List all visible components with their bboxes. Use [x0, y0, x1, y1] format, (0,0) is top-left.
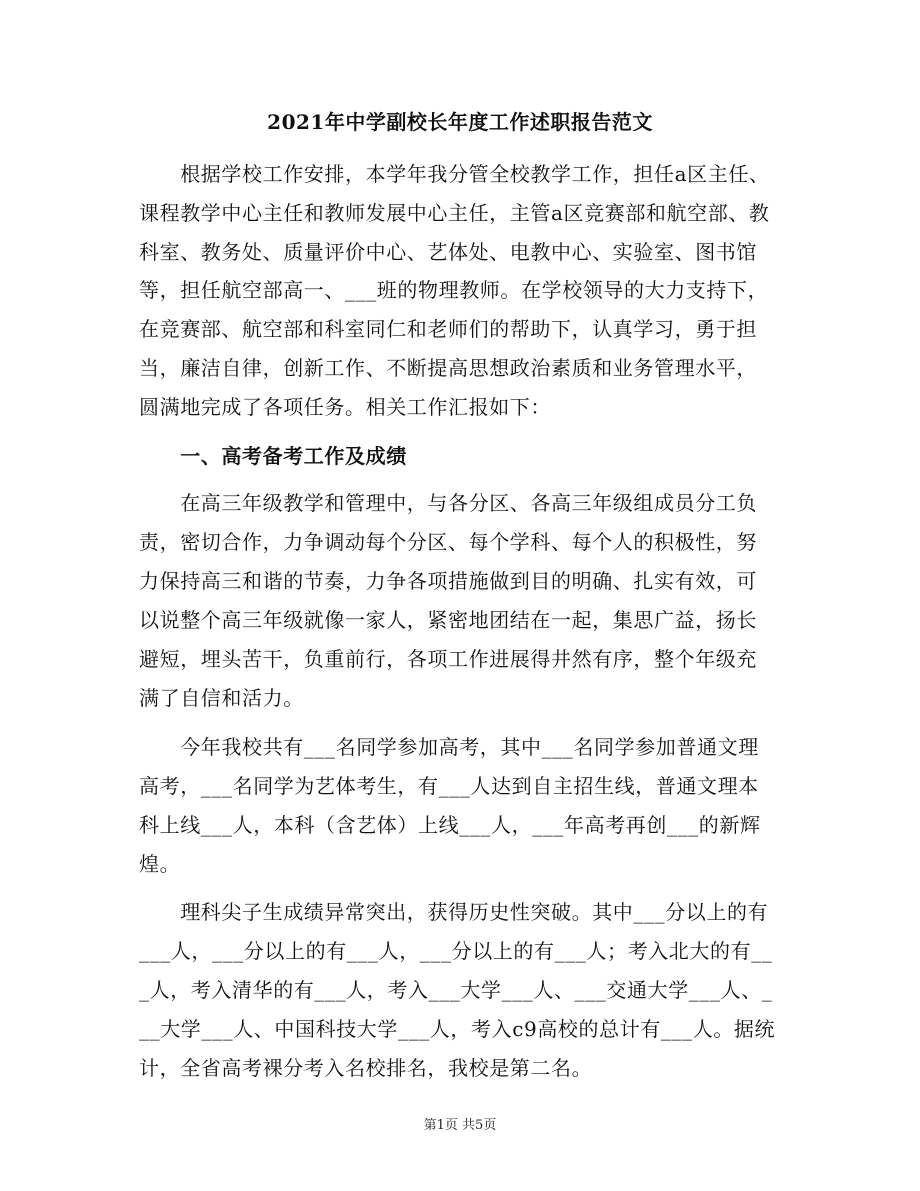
paragraph-line: 课程教学中心主任和教师发展中心主任，主管a区竞赛部和航空部、教 — [139, 201, 770, 225]
paragraph-line: 今年我校共有___名同学参加高考，其中___名同学参加普通文理 — [139, 735, 759, 759]
paragraph-line: 责，密切合作，力争调动每个分区、每个学科、每个人的积极性，努 — [139, 530, 757, 554]
paragraph-line: ___人，___分以上的有___人，___分以上的有___人；考入北大的有__ — [139, 939, 773, 963]
paragraph-line: __大学___人、中国科技大学___人，考入c9高校的总计有___人。据统 — [139, 1017, 776, 1041]
paragraph-line: 理科尖子生成绩异常突出，获得历史性突破。其中___分以上的有 — [139, 900, 769, 924]
page-number: 第1页 共5页 — [423, 1118, 497, 1133]
section-heading: 一、高考备考工作及成绩 — [139, 444, 407, 468]
paragraph-line: 力保持高三和谐的节奏，力争各项措施做到目的明确、扎实有效，可 — [139, 569, 757, 593]
paragraph-line: 科室、教务处、质量评价中心、艺体处、电教中心、实验室、图书馆 — [139, 240, 757, 264]
paragraph-line: 高考，___名同学为艺体考生，有___人达到自主招生线，普通文理本 — [139, 774, 759, 798]
paragraph-line: 圆满地完成了各项任务。相关工作汇报如下： — [139, 395, 551, 419]
paragraph-line: 以说整个高三年级就像一家人，紧密地团结在一起，集思广益，扬长 — [139, 608, 757, 632]
paragraph-line: 等，担任航空部高一、___班的物理教师。在学校领导的大力支持下， — [139, 278, 769, 302]
paragraph-line: 计，全省高考裸分考入名校排名，我校是第二名。 — [139, 1056, 593, 1080]
paragraph-line: 根据学校工作安排，本学年我分管全校教学工作，担任a区主任、 — [139, 162, 770, 186]
document-title: 2021年中学副校长年度工作述职报告范文 — [267, 110, 653, 134]
paragraph-line: 避短，埋头苦干，负重前行，各项工作进展得井然有序，整个年级充 — [139, 647, 757, 671]
paragraph-line: _人，考入清华的有___人，考入___大学___人、___交通大学___人、_ — [139, 978, 773, 1002]
paragraph-line: 科上线___人，本科（含艺体）上线___人，___年高考再创___的新辉 — [139, 813, 761, 837]
paragraph-line: 在高三年级教学和管理中，与各分区、各高三年级组成员分工负 — [139, 491, 757, 515]
paragraph-line: 在竞赛部、航空部和科室同仁和老师们的帮助下，认真学习，勇于担 — [139, 317, 757, 341]
paragraph-line: 煌。 — [139, 852, 181, 876]
paragraph-line: 满了自信和活力。 — [139, 686, 304, 710]
paragraph-line: 当，廉洁自律，创新工作、不断提高思想政治素质和业务管理水平， — [139, 356, 757, 380]
